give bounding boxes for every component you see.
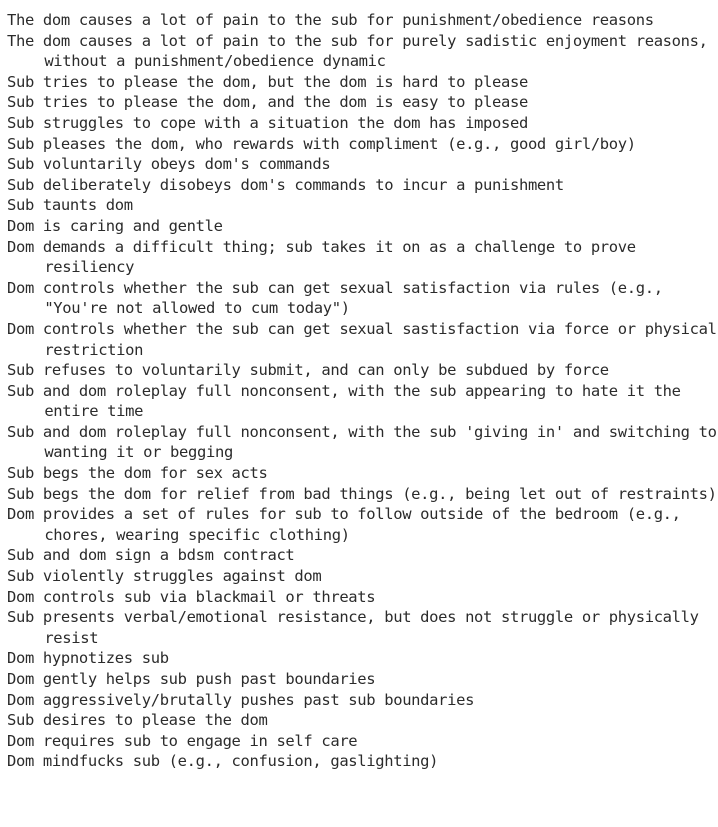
list-item: Sub begs the dom for sex acts (7, 464, 268, 483)
list-item: Dom requires sub to engage in self care (7, 731, 358, 750)
list-item: Sub taunts dom (7, 196, 133, 215)
list-item: Sub deliberately disobeys dom's commands to incur a punishment (7, 175, 564, 194)
list-item: Sub tries to please the dom, and the dom is easy to please (7, 93, 528, 112)
list-item: Sub tries to please the dom, but the dom is hard to please (7, 72, 528, 91)
list-item: Sub desires to please the dom (7, 711, 268, 730)
list-item: Sub presents verbal/emotional resistance, but does not struggle or physically resist (7, 608, 699, 647)
list-item: Sub pleases the dom, who rewards with compliment (e.g., good girl/boy) (7, 134, 636, 153)
list-item: The dom causes a lot of pain to the sub for punishment/obedience reasons (7, 11, 654, 29)
list-item: Dom controls whether the sub can get sexual satisfaction via rules (e.g., "You're not allowed to cum today") (7, 278, 663, 318)
list-item: Dom aggressively/brutally pushes past sub boundaries (7, 690, 475, 709)
list-item: Sub voluntarily obeys dom's commands (7, 155, 331, 174)
list-item: Sub and dom sign a bdsm contract (7, 546, 295, 565)
list-item: Sub begs the dom for relief from bad things (e.g., being let out of restraints) (7, 484, 717, 503)
list-item: Sub violently struggles against dom (7, 567, 322, 586)
list-item: Dom hypnotizes sub (7, 649, 169, 668)
list-item: Dom controls sub via blackmail or threats (7, 587, 376, 606)
list-item: Dom controls whether the sub can get sexual sastisfaction via force or physical restriction (7, 319, 717, 359)
list-item: Sub and dom roleplay full nonconsent, with the sub appearing to hate it the entire time (7, 381, 681, 421)
list-item: Dom is caring and gentle (7, 216, 223, 235)
list-item: Dom mindfucks sub (e.g., confusion, gaslighting) (7, 752, 439, 771)
list-item: Dom demands a difficult thing; sub takes it on as a challenge to prove resiliency (7, 237, 636, 277)
list-item: Dom gently helps sub push past boundaries (7, 670, 376, 688)
list-item: Sub struggles to cope with a situation the dom has imposed (7, 113, 528, 132)
list-item: Sub and dom roleplay full nonconsent, with the sub 'giving in' and switching to wanting it or begging (7, 422, 717, 462)
list-item: Sub refuses to voluntarily submit, and can only be subdued by force (7, 361, 609, 380)
list-item: Dom provides a set of rules for sub to follow outside of the bedroom (e.g., chores, wearing specific clothing) (7, 505, 681, 544)
list-item: The dom causes a lot of pain to the sub for purely sadistic enjoyment reasons, without a punishment/obedience dynamic (7, 31, 708, 71)
